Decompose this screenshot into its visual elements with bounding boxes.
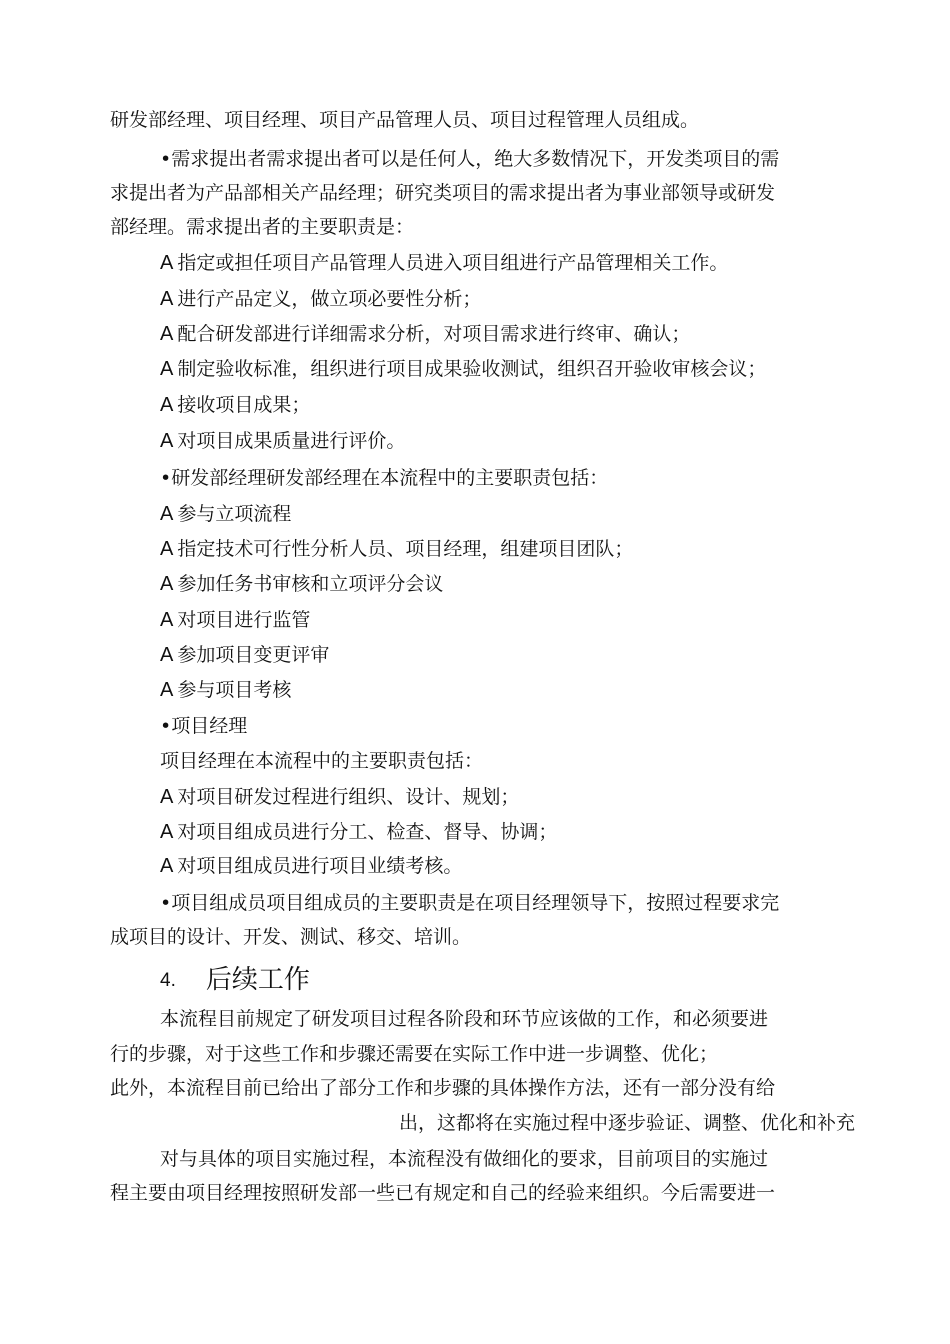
list-item-text: 对项目组成员进行项目业绩考核。: [177, 855, 463, 877]
text-line: 行的步骤，对于这些工作和步骤还需要在实际工作中进一步调整、优化；: [110, 1043, 719, 1065]
list-item-text: 参加任务书审核和立项评分会议: [177, 573, 444, 595]
list-item-text: 对项目成果质量进行评价。: [177, 430, 406, 452]
section-number: 4.: [160, 970, 176, 991]
list-marker: A: [160, 430, 174, 452]
list-item-text: 进行产品定义，做立项必要性分析；: [177, 288, 482, 310]
list-item: [160, 853, 462, 879]
list-marker: A: [160, 323, 174, 345]
list-item: [160, 250, 728, 276]
text-line: 部经理。需求提出者的主要职责是：: [110, 216, 415, 238]
list-item: [160, 356, 766, 382]
list-item: [160, 784, 519, 810]
text-line: 求提出者为产品部相关产品经理；研究类项目的需求提出者为事业部领导或研发: [110, 182, 776, 204]
text-line: 成项目的设计、开发、测试、移交、培训。: [110, 926, 472, 948]
list-item: [160, 607, 310, 633]
list-item-text: 制定验收标准，组织进行项目成果验收测试，组织召开验收审核会议；: [177, 358, 767, 380]
list-marker: A: [160, 573, 174, 595]
list-item-text: 接收项目成果；: [177, 394, 311, 416]
list-marker: A: [160, 288, 174, 310]
list-item-text: 参加项目变更评审: [177, 644, 330, 666]
list-item: [160, 392, 310, 418]
text-line: 此外，本流程目前已给出了部分工作和步骤的具体操作方法，还有一部分没有给: [110, 1077, 776, 1099]
list-marker: A: [160, 503, 174, 525]
list-marker: A: [160, 538, 174, 560]
list-item-text: 参与立项流程: [177, 503, 292, 525]
text-line: 程主要由项目经理按照研发部一些已有规定和自己的经验来组织。今后需要进一: [110, 1182, 776, 1204]
list-item: [160, 677, 291, 703]
section-heading: [160, 962, 310, 998]
list-marker: A: [160, 609, 174, 631]
list-item: [160, 428, 405, 454]
list-marker: A: [160, 679, 174, 701]
text-line: 研发部经理、项目经理、项目产品管理人员、项目过程管理人员组成。: [110, 109, 700, 131]
list-item-text: 配合研发部进行详细需求分析，对项目需求进行终审、确认；: [177, 323, 691, 345]
text-line: 对与具体的项目实施过程，本流程没有做细化的要求，目前项目的实施过: [160, 1148, 769, 1170]
text-line: •需求提出者需求提出者可以是任何人，绝大多数情况下，开发类项目的需: [160, 148, 780, 170]
list-item-text: 指定技术可行性分析人员、项目经理，组建项目团队；: [177, 538, 634, 560]
list-item: [160, 286, 481, 312]
text-line: •项目组成员项目组成员的主要职责是在项目经理领导下，按照过程要求完: [160, 892, 780, 914]
list-item: [160, 536, 633, 562]
list-item: [160, 501, 291, 527]
list-marker: A: [160, 644, 174, 666]
section-title: 后续工作: [205, 964, 310, 994]
list-marker: A: [160, 252, 174, 274]
list-item-text: 对项目组成员进行分工、检查、督导、协调；: [177, 821, 558, 843]
list-item-text: 指定或担任项目产品管理人员进入项目组进行产品管理相关工作。: [177, 252, 729, 274]
list-item: [160, 321, 690, 347]
list-item-text: 参与项目考核: [177, 679, 292, 701]
list-item: [160, 642, 329, 668]
rd-manager-heading: •研发部经理研发部经理在本流程中的主要职责包括：: [160, 467, 609, 489]
list-marker: A: [160, 394, 174, 416]
pm-heading: •项目经理: [160, 715, 248, 737]
list-marker: A: [160, 786, 174, 808]
list-marker: A: [160, 358, 174, 380]
text-line: 出，这都将在实施过程中逐步验证、调整、优化和补充: [398, 1112, 855, 1134]
pm-intro: 项目经理在本流程中的主要职责包括：: [160, 750, 484, 772]
list-marker: A: [160, 855, 174, 877]
list-item-text: 对项目进行监管: [177, 609, 311, 631]
text-line: 本流程目前规定了研发项目过程各阶段和环节应该做的工作，和必须要进: [160, 1008, 769, 1030]
list-item: [160, 571, 443, 597]
list-item: [160, 819, 557, 845]
list-item-text: 对项目研发过程进行组织、设计、规划；: [177, 786, 520, 808]
list-marker: A: [160, 821, 174, 843]
